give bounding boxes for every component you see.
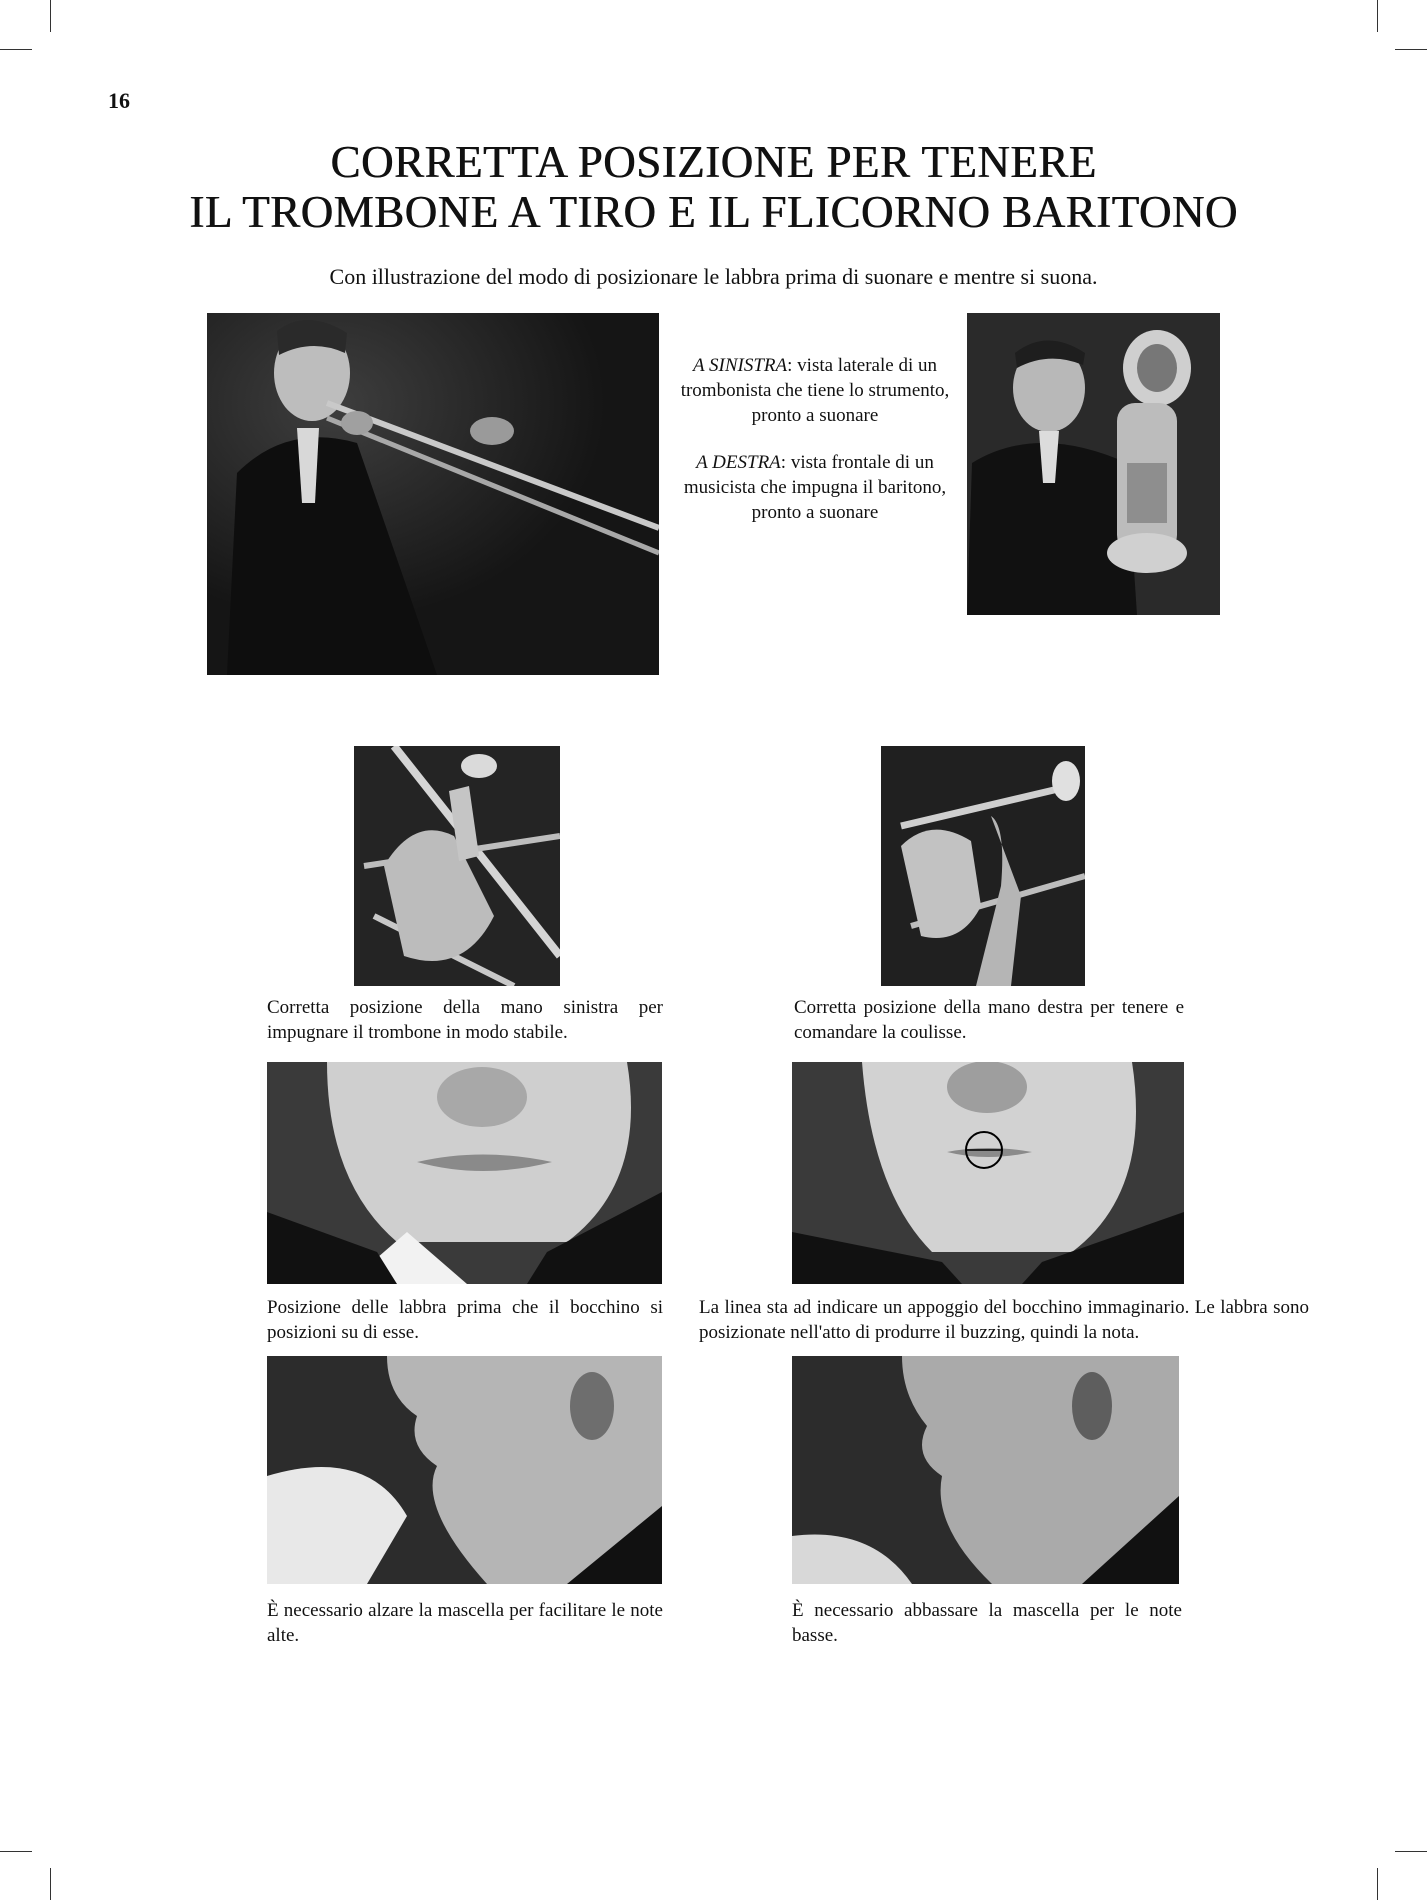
photo-description	[675, 353, 955, 525]
left-text: : vista laterale di un trombonista che tiene lo strumento, pronto a suonare	[680, 355, 950, 426]
crop-mark	[0, 49, 32, 50]
page-number: 16	[108, 88, 130, 113]
baritone-player-front-view-photo	[967, 313, 1220, 615]
caption-right-hand: Corretta posizione della mano destra per tenere e comandare la coulisse.	[794, 997, 1184, 1043]
caption-jaw-low: È necessario abbassare la mascella per le note basse.	[792, 1600, 1182, 1646]
crop-mark	[1377, 1868, 1378, 1900]
caption-lips-before: Posizione delle labbra prima che il bocchino si posizioni su di esse.	[267, 1297, 663, 1343]
jaw-lowered-profile-photo	[792, 1356, 1179, 1584]
crop-mark	[1377, 0, 1378, 32]
right-photo-description	[675, 450, 955, 525]
caption-left-hand: Corretta posizione della mano sinistra per impugnare il trombone in modo stabile.	[267, 997, 663, 1043]
left-label: A SINISTRA	[693, 355, 788, 376]
jaw-raised-profile-photo	[267, 1356, 662, 1584]
subtitle: Con illustrazione del modo di posizionare le labbra prima di suonare e mentre si suona.	[329, 264, 1098, 289]
caption-jaw-high: È necessario alzare la mascella per facilitare le note alte.	[267, 1600, 663, 1646]
crop-mark	[50, 1868, 51, 1900]
lips-before-mouthpiece-photo	[267, 1062, 662, 1284]
crop-mark	[1395, 49, 1427, 50]
right-text: : vista frontale di un musicista che impugna il baritono, pronto a suonare	[683, 452, 947, 523]
caption-lips-buzzing: La linea sta ad indicare un appoggio del bocchino immaginario. Le labbra sono posizionate nell'atto di produrre il buzzing, quindi la nota.	[699, 1297, 1309, 1343]
crop-mark	[0, 1851, 32, 1852]
left-hand-grip-photo	[354, 746, 560, 986]
page-title	[0, 137, 1427, 237]
title-line-1: CORRETTA POSIZIONE PER TENERE	[330, 137, 1097, 187]
crop-mark	[50, 0, 51, 32]
trombonist-side-view-photo	[207, 313, 659, 675]
left-photo-description	[675, 353, 955, 428]
lips-buzzing-photo	[792, 1062, 1184, 1284]
right-label: A DESTRA	[696, 452, 781, 473]
right-hand-slide-photo	[881, 746, 1085, 986]
title-line-2: IL TROMBONE A TIRO E IL FLICORNO BARITONO	[189, 187, 1238, 237]
crop-mark	[1395, 1851, 1427, 1852]
